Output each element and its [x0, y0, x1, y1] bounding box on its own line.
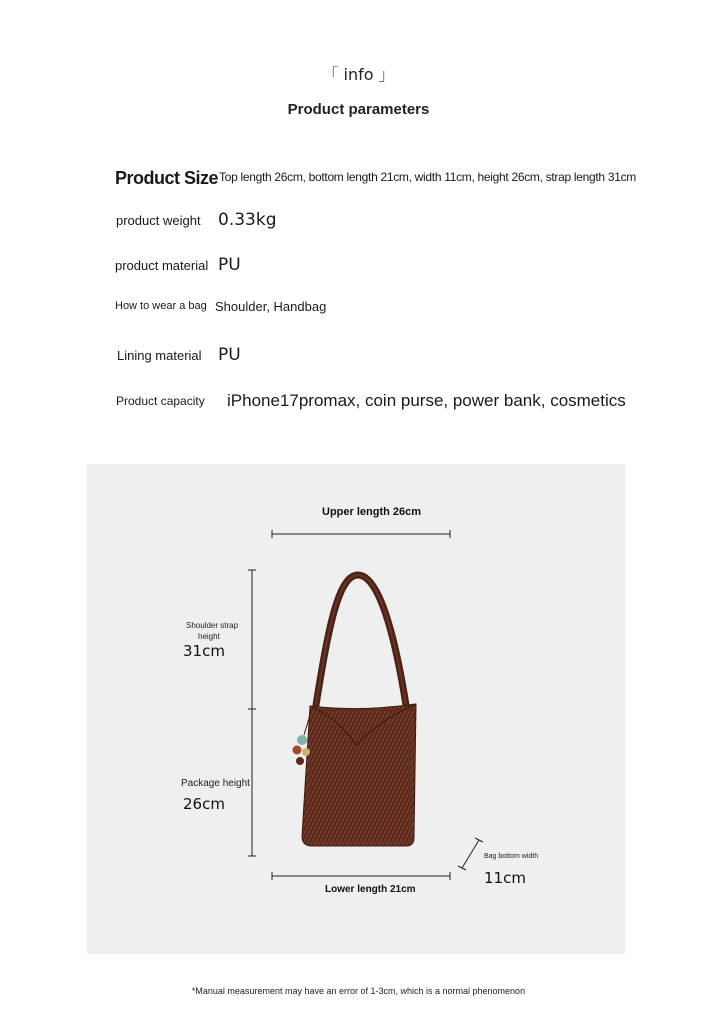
lower-length-line — [272, 872, 450, 880]
bag-illustration — [280, 570, 440, 855]
param-value-size: Top length 26cm, bottom length 21cm, width 11cm, height 26cm, strap length 31cm — [219, 170, 636, 184]
upper-length-label: Upper length 26cm — [322, 506, 422, 518]
param-label-size: Product Size — [115, 168, 219, 188]
param-value-material: PU — [218, 255, 241, 275]
param-value-capacity: iPhone17promax, coin purse, power bank, cosmetics — [227, 391, 626, 410]
param-label-weight: product weight — [116, 213, 201, 228]
package-height-value: 26cm — [183, 795, 225, 813]
package-height-label: Package height — [181, 778, 250, 789]
footer-note: *Manual measurement may have an error of 1-3cm, which is a normal phenomenon — [191, 986, 526, 996]
upper-length-line — [272, 530, 450, 538]
height-line — [248, 570, 256, 856]
param-value-lining: PU — [218, 345, 241, 365]
param-label-lining: Lining material — [117, 348, 202, 363]
strap-value: 31cm — [183, 642, 225, 660]
strap-label-line2: height — [198, 632, 220, 641]
param-value-weight: 0.33kg — [218, 210, 277, 230]
param-label-wear: How to wear a bag — [115, 300, 207, 312]
param-value-wear: Shoulder, Handbag — [215, 299, 327, 314]
param-label-capacity: Product capacity — [116, 394, 205, 408]
bottom-width-value: 11cm — [484, 869, 526, 887]
width-line — [458, 838, 483, 870]
strap-label-line1: Shoulder strap — [186, 621, 239, 630]
param-label-material: product material — [115, 258, 209, 273]
info-heading: 「 info 」 — [322, 65, 395, 84]
lower-length-label: Lower length 21cm — [325, 884, 416, 895]
bottom-width-label: Bag bottom width — [484, 853, 539, 860]
page-title: Product parameters — [287, 101, 430, 118]
